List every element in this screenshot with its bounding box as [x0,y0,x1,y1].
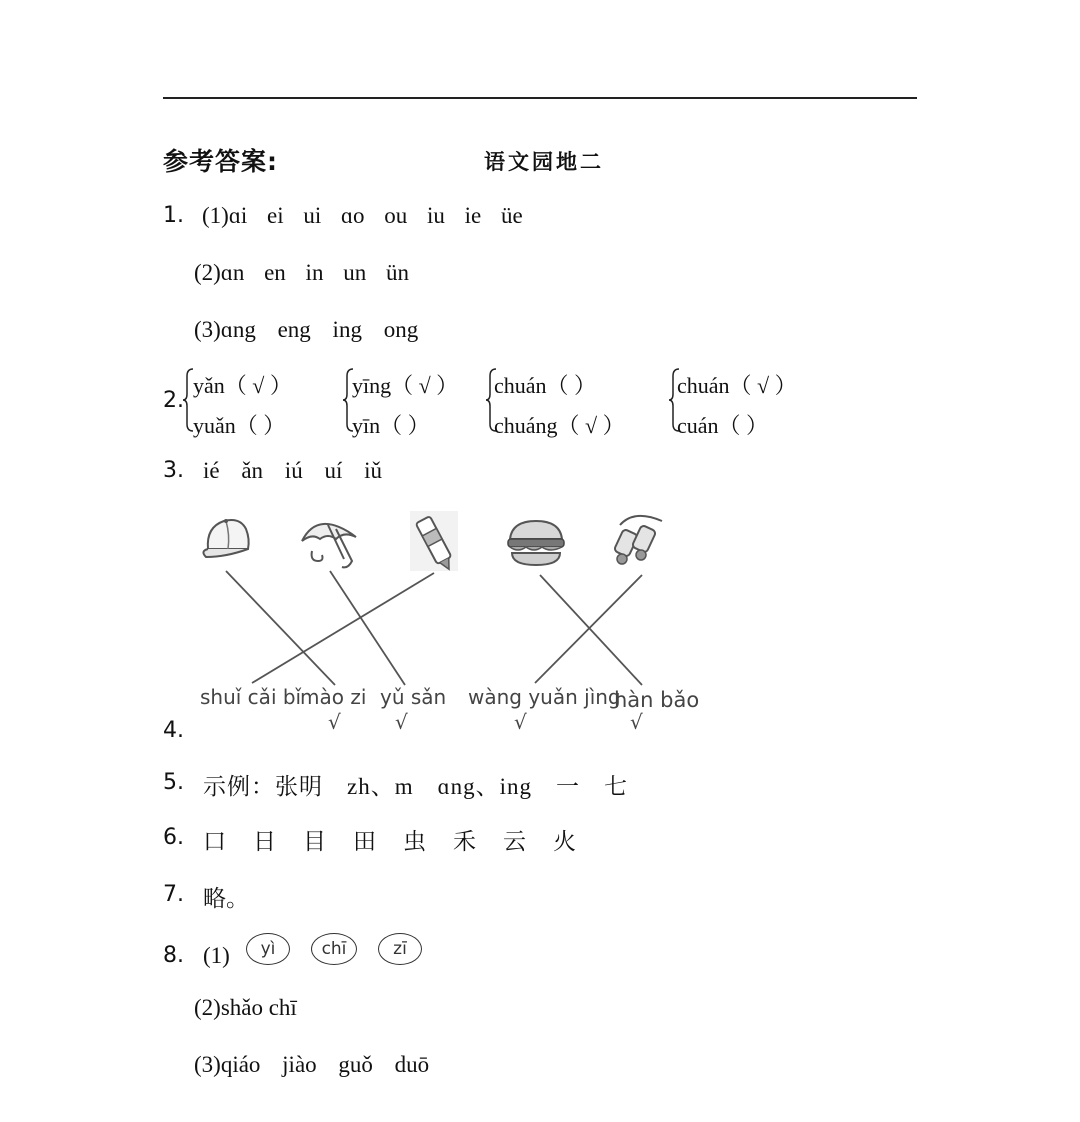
q2-pair-2-bottom: yīn（ ） [352,413,430,438]
q8-number: 8. [163,943,184,968]
q1-line3: (3)ɑng eng ing ong [194,317,419,342]
cap-icon [203,519,248,557]
word-shui-cai-bi: shuǐ cǎi bǐ [200,685,302,709]
q1-number: 1. [163,203,184,228]
q7-number: 7. [163,882,184,907]
q8-line2: (2)shǎo chī [194,995,297,1020]
q7-text: 略。 [203,886,249,911]
unit-title: 语文园地二 [484,150,604,174]
q1-line1: (1)ɑi ei ui ɑo ou iu ie üe [202,203,523,228]
q3-number: 3. [163,458,184,483]
q8-label-1: (1) [203,943,230,968]
check-mark: √ [395,710,408,734]
q4-number: 4. [163,718,184,743]
q2-pair-1-top: yǎn（ √ ） [193,373,292,398]
q5-text: 示例：张明 zh、m ɑng、ing 一 七 [203,774,629,799]
word-yu-san: yǔ sǎn [380,685,447,709]
circled-syllable: zī [378,933,422,965]
check-mark: √ [328,710,341,734]
circled-syllable: yì [246,933,290,965]
answer-heading: 参考答案: [163,147,278,176]
q2-pair-1-bottom: yuǎn（ ） [193,413,286,438]
umbrella-icon [302,524,356,567]
binoculars-icon [614,516,662,564]
q1-line2: (2)ɑn en in un ün [194,260,409,285]
q6-number: 6. [163,825,184,850]
q2-number: 2. [163,388,184,413]
word-wang-yuan-jing: wàng yuǎn jìng [468,685,621,709]
q2-pair-4-top: chuán（ √ ） [677,373,797,398]
q2-pair-2-top: yīng（ √ ） [352,373,459,398]
check-mark: √ [630,710,643,734]
top-rule [163,97,917,99]
marker-pen-icon [410,511,458,573]
q8-line3: (3)qiáo jiào guǒ duō [194,1052,430,1077]
q2-pair-3 [494,366,625,446]
circled-syllable: chī [311,933,357,965]
q2-pair-3-bottom: chuáng（ √ ） [494,413,625,438]
q2-pair-4 [677,366,797,446]
word-mao-zi: mào zi [300,685,367,709]
check-mark: √ [514,710,527,734]
word-han-bao: hàn bǎo [614,688,700,712]
q2-pair-2 [352,366,458,446]
q5-number: 5. [163,770,184,795]
hamburger-icon [508,521,564,565]
q2-pair-1 [193,366,292,446]
q6-text: 口 日 目 田 虫 禾 云 火 [203,829,578,854]
q2-pair-3-top: chuán（ ） [494,373,597,398]
q2-pair-4-bottom: cuán（ ） [677,413,769,438]
q3-text: ié ǎn iú uí iǔ [203,458,382,483]
